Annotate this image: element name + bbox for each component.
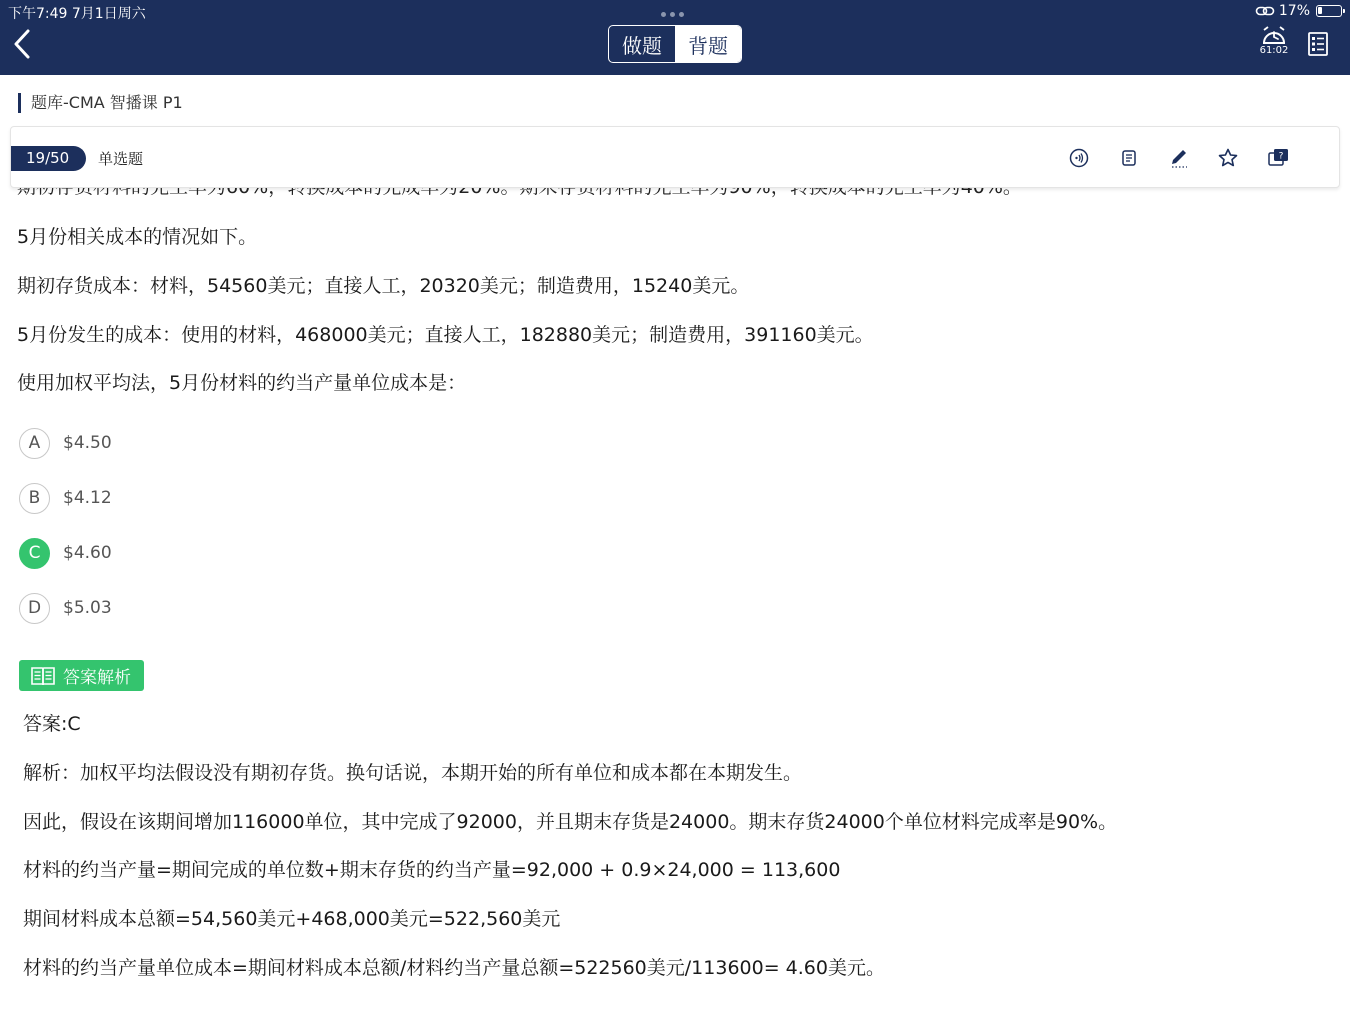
answer-sheet-button[interactable]: [1306, 31, 1330, 57]
question-prompt: 使用加权平均法，5月份材料的约当产量单位成本是：: [17, 372, 467, 394]
breadcrumb: 题库-CMA 智播课 P1: [18, 93, 183, 113]
answer-line: 答案:C: [23, 713, 81, 735]
analysis-line: 材料的约当产量=期间完成的单位数+期末存货的约当产量=92,000 + 0.9×24,000 = 113,600: [23, 859, 841, 881]
option-letter: A: [19, 428, 50, 459]
option-b[interactable]: [19, 482, 112, 514]
battery-level: [1318, 7, 1322, 14]
analysis-line: 期间材料成本总额=54,560美元+468,000美元=522,560美元: [23, 908, 561, 930]
note-icon: [1118, 147, 1140, 169]
question-help-button[interactable]: [1267, 147, 1289, 169]
option-text: $4.12: [63, 488, 112, 508]
tab-practice[interactable]: 做题: [622, 33, 662, 58]
question-paragraph: 5月份相关成本的情况如下。: [17, 226, 258, 248]
link-icon: [1255, 4, 1275, 18]
option-a[interactable]: [19, 427, 112, 459]
note-button[interactable]: [1118, 147, 1140, 169]
battery-icon: [1316, 5, 1342, 17]
analysis-tag-label: 答案解析: [63, 668, 131, 688]
question-type: 单选题: [98, 150, 144, 168]
analysis-line: 因此，假设在该期间增加116000单位，其中完成了92000，并且期末存货是24000。期末存货24000个单位材料完成率是90%。: [23, 811, 1118, 833]
option-text: $4.50: [63, 433, 112, 453]
question-header: [10, 126, 1340, 188]
answer-analysis-tag: [19, 660, 144, 691]
option-d[interactable]: [19, 592, 112, 624]
window-grabber[interactable]: [661, 12, 684, 17]
status-indicators: [1255, 3, 1342, 19]
option-letter: D: [19, 593, 50, 624]
status-time: 下午7:49 7月1日周六: [8, 6, 146, 22]
question-paragraph: 期初存货成本：材料，54560美元；直接人工，20320美元；制造费用，15240美元。: [17, 275, 750, 297]
mode-toggle: [608, 25, 742, 63]
question-number-badge: 19/50: [11, 146, 86, 171]
pencil-icon: [1168, 147, 1190, 169]
option-letter-correct: C: [19, 538, 50, 569]
option-letter: B: [19, 483, 50, 514]
battery-percent: 17%: [1278, 3, 1310, 19]
favorite-button[interactable]: [1217, 147, 1239, 169]
option-text: $5.03: [63, 598, 112, 618]
timer-text: 61:02: [1259, 45, 1289, 56]
alarm-clock-icon: [1258, 26, 1290, 46]
timer-button[interactable]: [1258, 26, 1290, 60]
top-nav-bar: [0, 0, 1350, 75]
analysis-line: 解析：加权平均法假设没有期初存货。换句话说，本期开始的所有单位和成本都在本期发生。: [23, 762, 803, 784]
option-c[interactable]: [19, 537, 112, 569]
option-text: $4.60: [63, 543, 112, 563]
audio-icon: [1068, 147, 1090, 169]
tab-memorize[interactable]: 背题: [675, 26, 741, 62]
edit-button[interactable]: [1168, 147, 1190, 169]
question-card-icon: [1267, 147, 1289, 169]
answer-sheet-icon: [1306, 31, 1330, 57]
book-icon: [30, 665, 56, 687]
chevron-left-icon: [8, 26, 36, 62]
back-button[interactable]: [8, 26, 36, 62]
audio-button[interactable]: [1068, 147, 1090, 169]
analysis-line: 材料的约当产量单位成本=期间材料成本总额/材料约当产量总额=522560美元/113600= 4.60美元。: [23, 957, 885, 979]
svg-text:?: ?: [1278, 151, 1284, 162]
question-paragraph: 5月份发生的成本：使用的材料，468000美元；直接人工，182880美元；制造费用，391160美元。: [17, 324, 874, 346]
star-icon: [1217, 147, 1239, 169]
